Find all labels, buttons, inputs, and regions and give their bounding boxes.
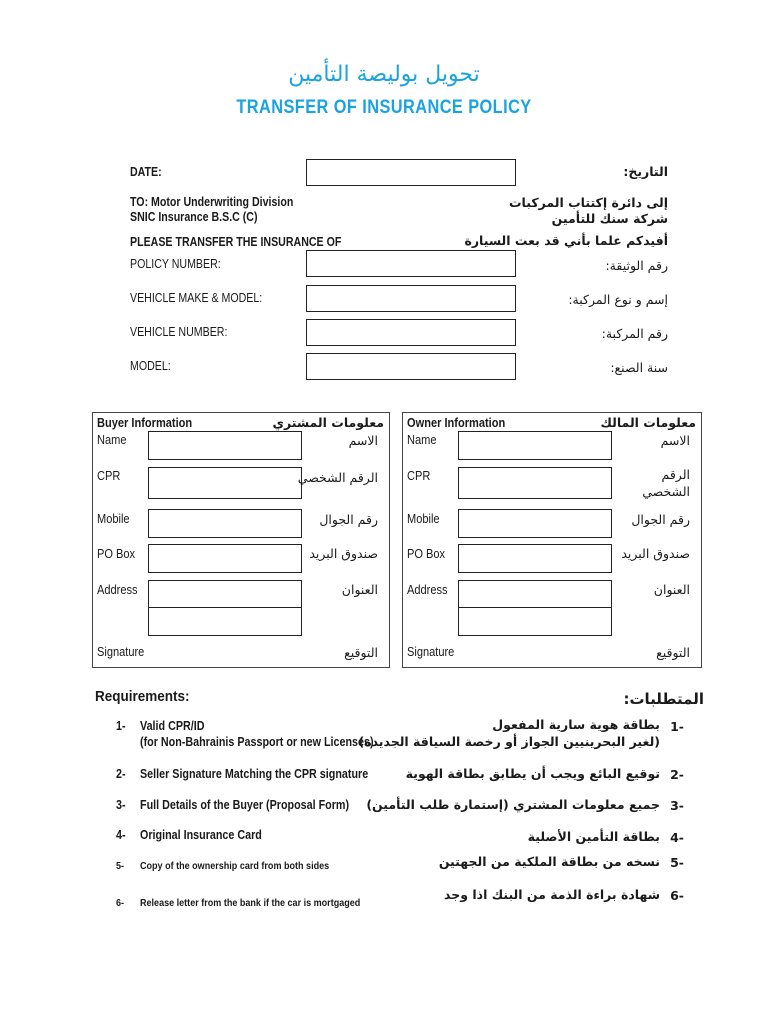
requirement-5-text-arabic: نسخه من بطاقة الملكية من الجهتين: [438, 854, 660, 869]
buyer-cpr-label: CPR: [97, 468, 121, 483]
transfer-instruction: PLEASE TRANSFER THE INSURANCE OF: [130, 235, 342, 249]
buyer-signature-label: Signature: [97, 644, 145, 659]
buyer-pobox-field[interactable]: [148, 544, 302, 573]
buyer-name-label: Name: [97, 432, 127, 447]
buyer-heading: Buyer Information: [97, 415, 193, 430]
buyer-name-label-arabic: الاسم: [348, 433, 378, 448]
requirement-5-number: 5-: [116, 860, 125, 872]
owner-pobox-field[interactable]: [458, 544, 612, 573]
requirement-1-number-arabic: -1: [670, 719, 684, 734]
requirement-4-text: Original Insurance Card: [140, 828, 262, 842]
buyer-address-field-line1[interactable]: [148, 580, 302, 608]
requirement-6-text: Release letter from the bank if the car is mortgaged: [140, 897, 361, 909]
vehicle-number-label: VEHICLE NUMBER:: [130, 325, 228, 339]
requirement-6-number-arabic: -6: [670, 888, 684, 903]
policy-number-label: POLICY NUMBER:: [130, 257, 221, 271]
buyer-cpr-field[interactable]: [148, 467, 302, 499]
requirements-heading: Requirements:: [95, 688, 190, 705]
date-label-arabic: التاريخ:: [623, 164, 668, 179]
model-year-label-arabic: سنة الصنع:: [610, 360, 668, 375]
to-company-label-arabic: شركة سنك للتأمين: [551, 211, 668, 226]
requirements-heading-arabic: المتطلبات:: [623, 690, 704, 708]
requirement-4-number: 4-: [116, 828, 126, 842]
requirement-3-number-arabic: -3: [670, 798, 684, 813]
to-division-label: TO: Motor Underwriting Division: [130, 195, 294, 209]
requirement-1-note-arabic: (لغير البحرينيين الجواز أو رخصة السياقة الجديدة): [358, 734, 660, 749]
transfer-instruction-arabic: أفيدكم علما بأني قد بعت السيارة: [464, 233, 668, 248]
owner-heading: Owner Information: [407, 415, 506, 430]
to-company-label: SNIC Insurance B.S.C (C): [130, 210, 258, 224]
owner-pobox-label-arabic: صندوق البريد: [621, 546, 690, 561]
requirement-1-note: (for Non-Bahrainis Passport or new Licenses): [140, 735, 374, 749]
buyer-pobox-label-arabic: صندوق البريد: [309, 546, 378, 561]
policy-number-field[interactable]: [306, 250, 516, 277]
owner-heading-arabic: معلومات المالك: [600, 415, 696, 430]
owner-cpr-label: CPR: [407, 468, 431, 483]
policy-number-label-arabic: رقم الوثيقة:: [605, 258, 668, 273]
owner-address-field-line1[interactable]: [458, 580, 612, 608]
vehicle-make-model-field[interactable]: [306, 285, 516, 312]
requirement-1-text: Valid CPR/ID: [140, 719, 205, 733]
owner-cpr-label-arabic-line1: الرقم: [661, 467, 690, 482]
requirement-4-text-arabic: بطاقة التأمين الأصلية: [527, 829, 660, 844]
requirement-2-text-arabic: توقيع البائع ويجب أن يطابق بطاقة الهوية: [405, 766, 660, 781]
date-field[interactable]: [306, 159, 516, 186]
owner-address-label: Address: [407, 582, 448, 597]
page-title: TRANSFER OF INSURANCE POLICY: [236, 97, 532, 118]
owner-name-field[interactable]: [458, 431, 612, 460]
buyer-pobox-label: PO Box: [97, 546, 136, 561]
buyer-mobile-label-arabic: رقم الجوال: [319, 512, 378, 527]
buyer-mobile-label: Mobile: [97, 511, 130, 526]
buyer-cpr-label-arabic: الرقم الشخصي: [297, 470, 378, 485]
vehicle-number-field[interactable]: [306, 319, 516, 346]
requirement-2-text: Seller Signature Matching the CPR signature: [140, 767, 369, 781]
owner-cpr-field[interactable]: [458, 467, 612, 499]
requirement-2-number-arabic: -2: [670, 767, 684, 782]
buyer-heading-arabic: معلومات المشتري: [272, 415, 384, 430]
vehicle-make-model-label: VEHICLE MAKE & MODEL:: [130, 291, 263, 305]
vehicle-number-label-arabic: رقم المركبة:: [601, 326, 668, 341]
requirement-1-text-arabic: بطاقة هوية سارية المفعول: [492, 717, 660, 732]
requirement-3-text-arabic: جميع معلومات المشتري (إستمارة طلب التأمين): [366, 797, 660, 812]
vehicle-make-model-label-arabic: إسم و نوع المركبة:: [568, 292, 668, 307]
requirement-5-number-arabic: -5: [670, 855, 684, 870]
requirement-6-text-arabic: شهادة براءة الذمة من البنك اذا وجد: [444, 887, 660, 902]
buyer-address-label: Address: [97, 582, 138, 597]
owner-address-field-line2[interactable]: [458, 607, 612, 636]
owner-name-label-arabic: الاسم: [660, 433, 690, 448]
requirement-3-text: Full Details of the Buyer (Proposal Form): [140, 798, 350, 812]
page-title-arabic: تحويل بوليصة التأمين: [288, 62, 480, 87]
requirement-4-number-arabic: -4: [670, 830, 684, 845]
owner-pobox-label: PO Box: [407, 546, 446, 561]
date-label: DATE:: [130, 165, 162, 179]
buyer-name-field[interactable]: [148, 431, 302, 460]
owner-signature-label-arabic: التوقيع: [656, 645, 690, 660]
buyer-mobile-field[interactable]: [148, 509, 302, 538]
owner-mobile-field[interactable]: [458, 509, 612, 538]
owner-signature-label: Signature: [407, 644, 455, 659]
requirement-2-number: 2-: [116, 767, 126, 781]
requirement-3-number: 3-: [116, 798, 126, 812]
owner-cpr-label-arabic-line2: الشخصي: [642, 484, 690, 499]
buyer-address-label-arabic: العنوان: [341, 582, 378, 597]
buyer-signature-label-arabic: التوقيع: [344, 645, 378, 660]
owner-mobile-label: Mobile: [407, 511, 440, 526]
owner-name-label: Name: [407, 432, 437, 447]
to-division-label-arabic: إلى دائرة إكتتاب المركبات: [508, 195, 668, 210]
owner-mobile-label-arabic: رقم الجوال: [631, 512, 690, 527]
buyer-address-field-line2[interactable]: [148, 607, 302, 636]
model-year-field[interactable]: [306, 353, 516, 380]
owner-address-label-arabic: العنوان: [653, 582, 690, 597]
model-year-label: MODEL:: [130, 359, 171, 373]
requirement-5-text: Copy of the ownership card from both sides: [140, 860, 330, 872]
requirement-6-number: 6-: [116, 897, 125, 909]
requirement-1-number: 1-: [116, 719, 126, 733]
